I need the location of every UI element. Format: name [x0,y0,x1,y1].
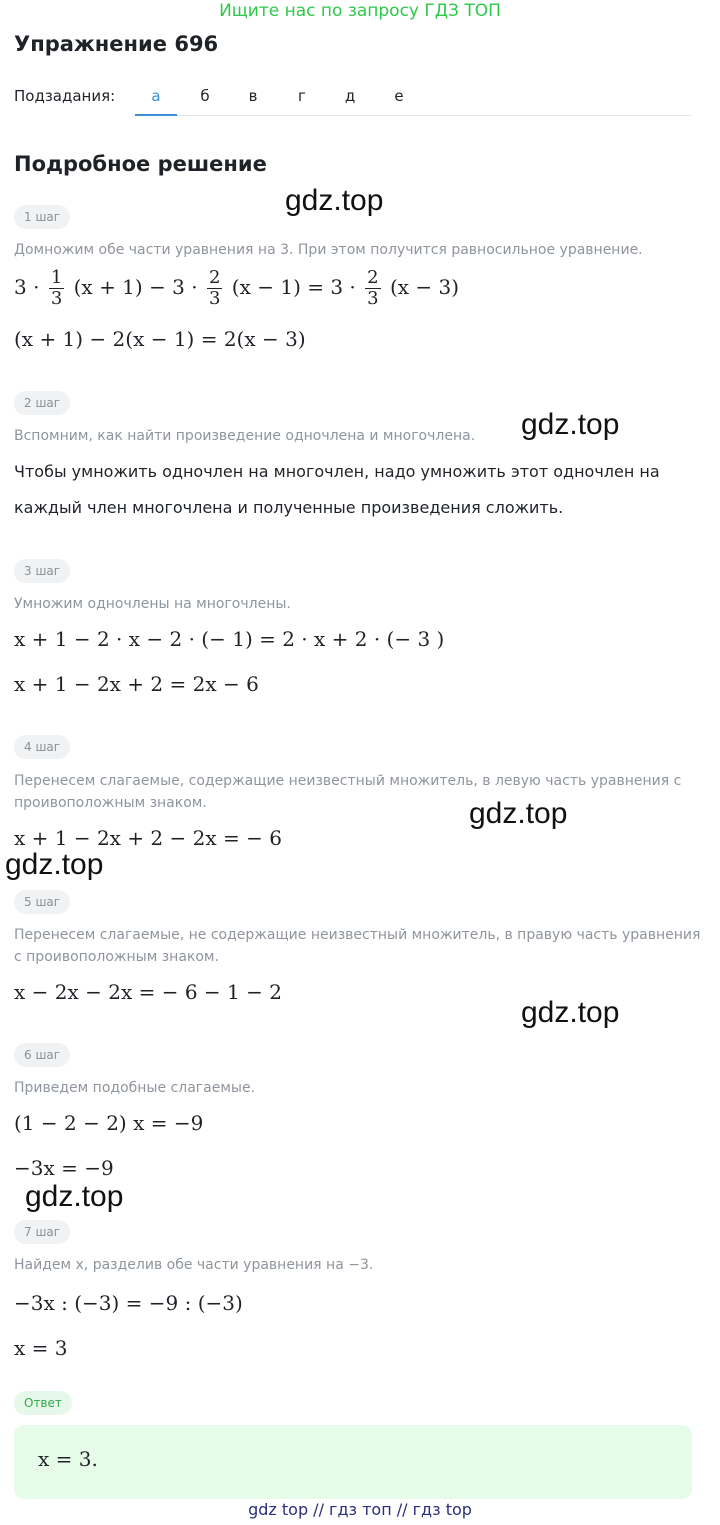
equation-line: x + 1 − 2 · x − 2 · (− 1) = 2 · x + 2 · (− 3 ) [14,627,445,651]
rule-text: Чтобы умножить одночлен на многочлен, надо умножить этот одночлен на каждый член многочлена и полученные произведения сложить. [14,462,660,517]
equation-line: x + 1 − 2x + 2 = 2x − 6 [14,672,259,696]
tab-g[interactable]: г [298,87,306,105]
watermark: gdz.top [285,184,384,217]
watermark: gdz.top [521,408,620,441]
step-description: Вспомним, как найти произведение одночлена и многочлена. [14,428,476,444]
step-description: Найдем x, разделив обе части уравнения на −3. [14,1257,374,1273]
watermark: gdz.top [521,996,620,1029]
tab-e[interactable]: е [394,87,404,105]
watermark: gdz.top [5,848,104,881]
equation-line: (1 − 2 − 2) x = −9 [14,1111,204,1135]
solution-heading: Подробное решение [14,152,267,176]
equation-line: (x + 1) − 2(x − 1) = 2(x − 3) [14,327,306,351]
step-badge: 7 шаг [14,1220,70,1244]
page-title: Упражнение 696 [14,32,219,56]
step-description: Перенесем слагаемые, не содержащие неизвестный множитель, в правую часть уравнения с проивоположным знаком. [14,927,701,965]
step-description: Приведем подобные слагаемые. [14,1080,256,1096]
equation-line: −3x : (−3) = −9 : (−3) [14,1291,243,1315]
tab-v[interactable]: в [248,87,258,105]
step-badge: 4 шаг [14,735,70,759]
step-badge: 6 шаг [14,1043,70,1067]
watermark: gdz.top [25,1180,124,1213]
footer-links[interactable]: gdz top // гдз топ // гдз top [248,1500,472,1519]
tab-d[interactable]: д [344,87,356,105]
tab-a[interactable]: а [151,87,161,105]
fraction: $\frac{2}{3}$ [367,267,379,309]
fraction: $\frac{2}{3}$ [208,267,221,309]
answer-value: x = 3. [38,1447,98,1471]
watermark: gdz.top [469,797,568,830]
answer-box [14,1425,692,1499]
equation-line: −3x = −9 [14,1156,114,1180]
active-tab-indicator [135,114,177,116]
fraction: $\frac{1}{3}$ [50,267,63,309]
equation-line: 3 · $\frac{1}{3}$ (x + 1) − 3 · $\frac{2}{3}$ (x − 1) = 3 · $\frac{2}{3}$ (x − 3) [14,267,460,309]
subtasks-label: Подзадания: [14,87,116,105]
answer-badge: Ответ [14,1391,72,1415]
step-description: Домножим обе части уравнения на 3. При этом получится равносильное уравнение. [14,242,643,258]
promo-banner[interactable]: Ищите нас по запросу ГДЗ ТОП [219,1,501,21]
step-description: Умножим одночлены на многочлены. [14,596,291,612]
step-description: Перенесем слагаемые, содержащие неизвестный множитель, в левую часть уравнения с проивоположным знаком. [14,773,682,811]
equation-line: x − 2x − 2x = − 6 − 1 − 2 [14,980,282,1004]
equation-line: x = 3 [14,1336,68,1360]
step-badge: 1 шаг [14,205,70,229]
tabs-divider [135,115,692,116]
step-badge: 3 шаг [14,559,70,583]
equation-line: x + 1 − 2x + 2 − 2x = − 6 [14,826,282,850]
step-badge: 5 шаг [14,890,70,914]
tab-b[interactable]: б [200,87,210,105]
step-badge: 2 шаг [14,391,70,415]
